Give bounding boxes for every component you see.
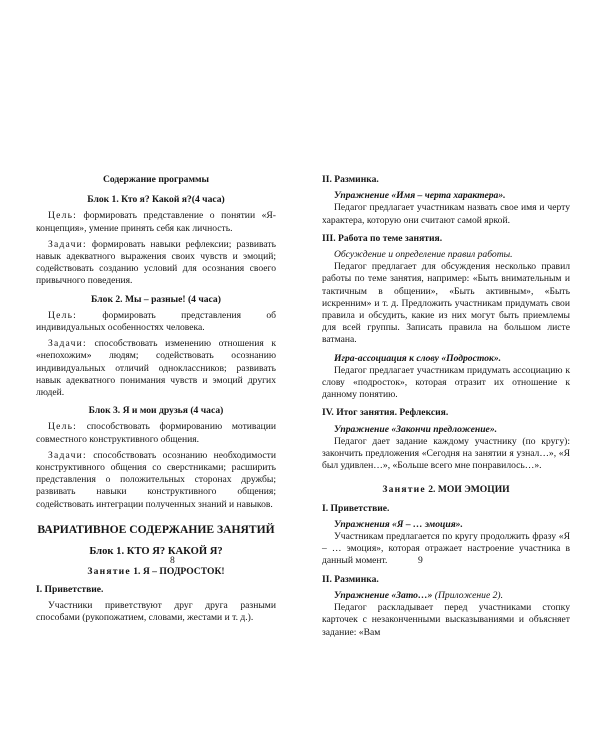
ex-emotion-text: Участникам предлагается по кругу продолжить фразу «Я – … эмоция», которая отражает настроение участника в данный момент. xyxy=(322,531,570,567)
tasks-text: формировать навыки рефлексии; развивать навык адекватного выражения своих чувств и эмоций; содействовать созданию условий для осознания своего привычного поведения. xyxy=(36,238,276,287)
block2-tasks xyxy=(36,338,276,399)
block3-tasks xyxy=(36,450,276,511)
ex-name-text: Педагог предлагает участникам назвать свое имя и черту характера, которую они считают самой яркой. xyxy=(322,202,570,226)
right-column xyxy=(322,174,570,639)
tasks-label: Задачи: xyxy=(48,238,87,250)
summary-heading: IV. Итог занятия. Рефлексия. xyxy=(322,407,449,419)
tasks-label: Задачи: xyxy=(48,449,87,461)
tasks-label: Задачи: xyxy=(48,338,87,350)
warmup-heading: II. Разминка. xyxy=(322,174,379,185)
program-title: Содержание программы xyxy=(102,174,210,185)
finish-label: Упражнение «Закончи предложение». xyxy=(334,423,498,435)
greeting-text: Участники приветствуют друг друга разными способами (рукопожатием, словами, жестами и т. д.). xyxy=(36,600,276,624)
lesson-rest: 1. Я – ПОДРОСТОК! xyxy=(130,565,225,577)
work-heading: III. Работа по теме занятия. xyxy=(322,232,443,244)
lesson1-title xyxy=(36,566,276,578)
ex-emotion-label: Упражнения «Я – … эмоция». xyxy=(334,518,463,530)
ex-zato-text: Педагог раскладывает перед участниками стопку карточек с незаконченными высказываниями и объясняет задание: «Вам xyxy=(322,602,570,638)
tasks-text: способствовать изменению отношения к «непохожим» людям; содействовать осознанию индивидуальных отличий одноклассников; развивать навык адекватного понимания чувств и эмоций других людей. xyxy=(36,338,276,399)
lesson2-title xyxy=(322,484,570,496)
block3-goal xyxy=(36,421,276,445)
block1-goal xyxy=(36,210,276,234)
ex-name-label: Упражнение «Имя – черта характера». xyxy=(334,190,506,202)
rules-label: Обсуждение и определение правил работы. xyxy=(334,249,513,261)
goal-label: Цель: xyxy=(48,421,78,433)
rules-text: Педагог предлагает для обсуждения несколько правил работы по теме занятия, например: «Быть внимательным и тактичным в общении», «Быть активным», «Быть искренним» и т. д. Предложить участникам придумать свои правила и обсудить, какие из них могут быть приемлемы для всей группы. Записать правила на большом листе ватмана. xyxy=(322,261,570,346)
warmup2-heading: II. Разминка. xyxy=(322,573,379,585)
goal-label: Цель: xyxy=(48,309,78,321)
lesson2-prefix: Занятие xyxy=(382,484,426,496)
page-number: 9 xyxy=(418,555,423,566)
tasks-text: способствовать осознанию необходимости конструктивного общения со сверстниками; расширить представления о положительных сторонах дружбы; развивать навыки конструктивного общения; содействовать интеграции полученных знаний и навыков. xyxy=(36,449,276,510)
goal-text: формировать представления об индивидуальных особенностях человека. xyxy=(36,309,276,334)
block1-heading: Блок 1. Кто я? Какой я?(4 часа) xyxy=(87,194,225,206)
game-label: Игра-ассоциация к слову «Подросток». xyxy=(334,352,502,364)
block3-heading: Блок 3. Я и мои друзья (4 часа) xyxy=(88,405,224,417)
game-text: Педагог предлагает участникам придумать ассоциацию к слову «подросток», которая отразит их отношение к данному понятию. xyxy=(322,364,570,401)
lesson2-rest: 2. МОИ ЭМОЦИИ xyxy=(425,484,510,496)
ex-zato-note: (Приложение 2). xyxy=(432,589,504,601)
greeting-heading: I. Приветствие. xyxy=(322,502,390,514)
right-page xyxy=(300,0,600,750)
block1-tasks xyxy=(36,239,276,288)
page-number: 8 xyxy=(170,555,175,566)
variative-title: ВАРИАТИВНОЕ СОДЕРЖАНИЕ ЗАНЯТИЙ xyxy=(37,522,275,536)
greeting-heading: I. Приветствие. xyxy=(36,584,104,596)
ex-zato-label: Упражнение «Зато…» xyxy=(334,589,433,601)
left-column xyxy=(36,174,276,625)
goal-label: Цель: xyxy=(48,210,78,222)
block2-goal xyxy=(36,310,276,334)
ex-zato xyxy=(322,590,570,602)
block2-heading: Блок 2. Мы – разные! (4 часа) xyxy=(91,293,221,305)
goal-text: формировать представление о понятии «Я-концепция», умение принять себя как личность. xyxy=(36,210,276,234)
finish-text: Педагог дает задание каждому участнику (по кругу): закончить предложения «Сегодня на занятии я узнал…», «Я был удивлен…», «Больше всего мне понравилось…». xyxy=(322,435,570,472)
goal-text: способствовать формированию мотивации совместного конструктивного общения. xyxy=(36,421,276,445)
block1-title: Блок 1. КТО Я? КАКОЙ Я? xyxy=(89,545,223,557)
lesson-prefix: Занятие xyxy=(87,565,131,577)
